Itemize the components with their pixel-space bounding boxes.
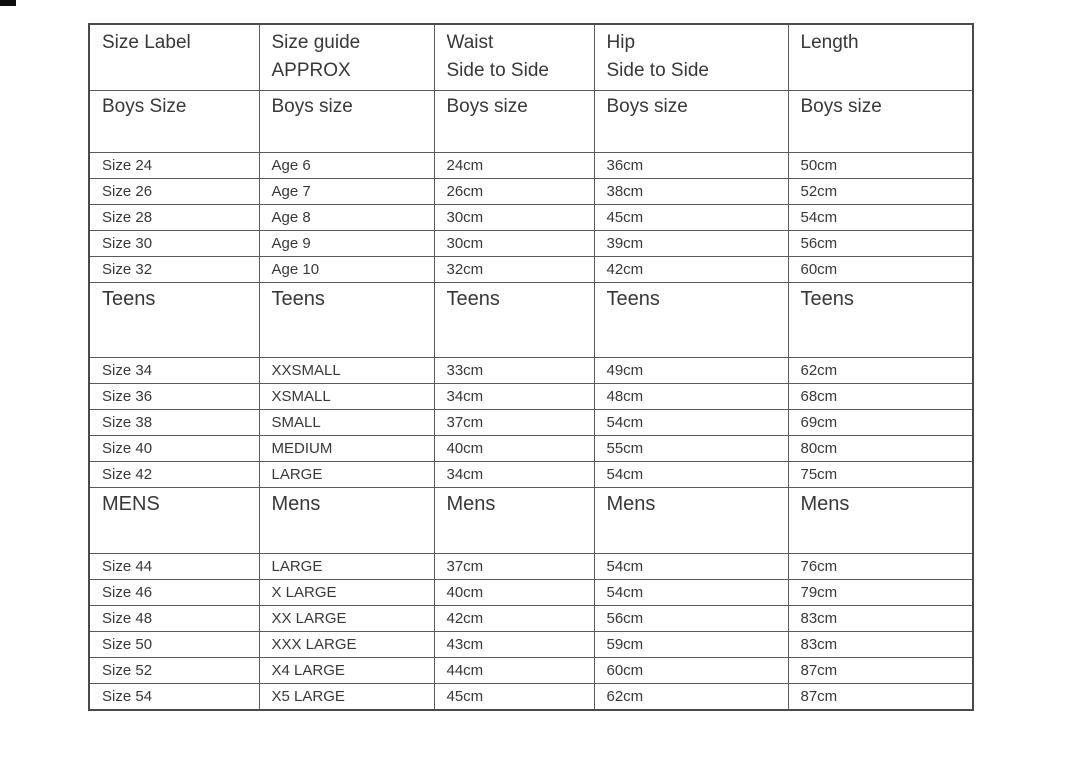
cell-text: XXSMALL xyxy=(271,361,341,379)
cell-text: 30cm xyxy=(446,208,484,226)
mens-row xyxy=(89,488,973,554)
cell-text: SMALL xyxy=(271,413,321,431)
cell-text: 69cm xyxy=(800,413,838,431)
table-cell xyxy=(434,283,594,358)
table-row xyxy=(89,358,973,384)
cell-text: APPROX xyxy=(271,60,351,81)
table-cell xyxy=(89,24,259,91)
table-cell xyxy=(434,91,594,153)
table-row xyxy=(89,658,973,684)
table-cell xyxy=(788,91,973,153)
table-cell xyxy=(788,153,973,179)
table-cell xyxy=(788,684,973,711)
table-cell xyxy=(594,488,788,554)
table-cell xyxy=(788,462,973,488)
cell-text: Size Label xyxy=(102,32,191,53)
table-cell xyxy=(259,24,434,91)
cell-text: Size 52 xyxy=(102,661,153,679)
table-cell xyxy=(89,462,259,488)
cell-text: 54cm xyxy=(606,465,644,483)
size-chart-body xyxy=(89,24,973,710)
table-cell xyxy=(434,24,594,91)
cell-text: X LARGE xyxy=(271,583,337,601)
table-cell xyxy=(89,283,259,358)
table-row xyxy=(89,462,973,488)
table-cell xyxy=(594,658,788,684)
table-cell xyxy=(788,580,973,606)
table-cell xyxy=(434,606,594,632)
cell-text: Size 42 xyxy=(102,465,153,483)
table-cell xyxy=(89,358,259,384)
cell-text: Size 28 xyxy=(102,208,153,226)
table-row xyxy=(89,606,973,632)
table-cell xyxy=(259,658,434,684)
cell-text: 60cm xyxy=(606,661,644,679)
table-cell xyxy=(89,91,259,153)
cell-text: Size 48 xyxy=(102,609,153,627)
table-cell xyxy=(434,580,594,606)
cell-text: 49cm xyxy=(606,361,644,379)
table-cell xyxy=(259,205,434,231)
cell-text: Size 32 xyxy=(102,260,153,278)
table-cell xyxy=(788,283,973,358)
table-cell xyxy=(594,384,788,410)
cell-text: 33cm xyxy=(446,361,484,379)
cell-text: 26cm xyxy=(446,182,484,200)
table-cell xyxy=(788,231,973,257)
cell-text: Teens xyxy=(800,288,854,310)
table-row xyxy=(89,384,973,410)
cell-text: 36cm xyxy=(606,156,644,174)
table-cell xyxy=(594,606,788,632)
table-cell xyxy=(259,580,434,606)
cell-text: Teens xyxy=(446,288,500,310)
cell-text: Size guide xyxy=(271,32,361,53)
table-cell xyxy=(594,257,788,283)
cell-text: Side to Side xyxy=(606,60,709,81)
table-cell xyxy=(434,462,594,488)
header-row xyxy=(89,24,973,91)
table-cell xyxy=(89,410,259,436)
table-cell xyxy=(788,410,973,436)
table-cell xyxy=(434,153,594,179)
table-row xyxy=(89,436,973,462)
table-cell xyxy=(434,231,594,257)
table-cell xyxy=(594,462,788,488)
table-row xyxy=(89,684,973,711)
cell-text: 38cm xyxy=(606,182,644,200)
table-cell xyxy=(259,257,434,283)
cell-text: Teens xyxy=(606,288,660,310)
table-cell xyxy=(434,358,594,384)
table-cell xyxy=(259,462,434,488)
table-cell xyxy=(259,384,434,410)
table-row xyxy=(89,554,973,580)
cell-text: Mens xyxy=(446,493,496,515)
table-cell xyxy=(594,554,788,580)
cell-text: Size 24 xyxy=(102,156,153,174)
table-cell xyxy=(259,488,434,554)
cell-text: Boys Size xyxy=(102,96,187,117)
cell-text: Waist xyxy=(446,32,494,53)
table-cell xyxy=(788,358,973,384)
cell-text: Mens xyxy=(271,493,321,515)
table-cell xyxy=(259,179,434,205)
cell-text: 75cm xyxy=(800,465,838,483)
table-cell xyxy=(788,658,973,684)
cell-text: 48cm xyxy=(606,387,644,405)
table-cell xyxy=(788,436,973,462)
cell-text: 30cm xyxy=(446,234,484,252)
table-cell xyxy=(259,436,434,462)
cell-text: 52cm xyxy=(800,182,838,200)
table-cell xyxy=(594,358,788,384)
table-cell xyxy=(594,24,788,91)
table-cell xyxy=(434,554,594,580)
cell-text: Size 38 xyxy=(102,413,153,431)
cell-text: 55cm xyxy=(606,439,644,457)
table-cell xyxy=(434,257,594,283)
cell-text: Size 34 xyxy=(102,361,153,379)
subheader-row xyxy=(89,91,973,153)
cell-text: XX LARGE xyxy=(271,609,347,627)
cell-text: LARGE xyxy=(271,465,323,483)
table-cell xyxy=(434,384,594,410)
size-chart-table xyxy=(88,23,974,711)
table-cell xyxy=(434,179,594,205)
table-row xyxy=(89,179,973,205)
cell-text: LARGE xyxy=(271,557,323,575)
cell-text: 83cm xyxy=(800,609,838,627)
table-cell xyxy=(89,257,259,283)
table-cell xyxy=(259,684,434,711)
table-cell xyxy=(788,632,973,658)
cell-text: 54cm xyxy=(606,583,644,601)
cell-text: Length xyxy=(800,32,859,53)
cell-text: 39cm xyxy=(606,234,644,252)
table-row xyxy=(89,153,973,179)
cell-text: Boys size xyxy=(446,96,528,117)
cell-text: 37cm xyxy=(446,413,484,431)
cell-text: 32cm xyxy=(446,260,484,278)
table-cell xyxy=(788,488,973,554)
cell-text: Boys size xyxy=(606,96,688,117)
table-row xyxy=(89,410,973,436)
table-row xyxy=(89,632,973,658)
table-cell xyxy=(89,436,259,462)
table-cell xyxy=(788,606,973,632)
table-cell xyxy=(594,632,788,658)
cell-text: Age 7 xyxy=(271,182,311,200)
table-cell xyxy=(434,632,594,658)
table-cell xyxy=(89,179,259,205)
cell-text: 50cm xyxy=(800,156,838,174)
scan-corner-mark xyxy=(0,0,16,6)
table-cell xyxy=(89,606,259,632)
table-row xyxy=(89,257,973,283)
table-cell xyxy=(594,580,788,606)
cell-text: 68cm xyxy=(800,387,838,405)
cell-text: 87cm xyxy=(800,687,838,705)
cell-text: Age 10 xyxy=(271,260,320,278)
table-cell xyxy=(89,153,259,179)
cell-text: 43cm xyxy=(446,635,484,653)
cell-text: 62cm xyxy=(606,687,644,705)
cell-text: Side to Side xyxy=(446,60,549,81)
table-cell xyxy=(434,410,594,436)
teens-row xyxy=(89,283,973,358)
table-cell xyxy=(89,205,259,231)
cell-text: 40cm xyxy=(446,583,484,601)
cell-text: Hip xyxy=(606,32,636,53)
cell-text: Age 8 xyxy=(271,208,311,226)
table-cell xyxy=(259,231,434,257)
table-cell xyxy=(594,684,788,711)
table-cell xyxy=(594,283,788,358)
cell-text: 34cm xyxy=(446,387,484,405)
cell-text: 83cm xyxy=(800,635,838,653)
table-cell xyxy=(434,488,594,554)
cell-text: 42cm xyxy=(446,609,484,627)
table-cell xyxy=(594,91,788,153)
table-cell xyxy=(89,658,259,684)
cell-text: Mens xyxy=(800,493,850,515)
table-cell xyxy=(259,632,434,658)
table-cell xyxy=(434,658,594,684)
cell-text: Age 9 xyxy=(271,234,311,252)
cell-text: Size 36 xyxy=(102,387,153,405)
table-cell xyxy=(259,554,434,580)
cell-text: 24cm xyxy=(446,156,484,174)
table-cell xyxy=(594,179,788,205)
table-cell xyxy=(788,257,973,283)
table-cell xyxy=(434,684,594,711)
table-cell xyxy=(788,179,973,205)
cell-text: 87cm xyxy=(800,661,838,679)
table-cell xyxy=(594,436,788,462)
cell-text: 54cm xyxy=(800,208,838,226)
cell-text: 54cm xyxy=(606,557,644,575)
table-cell xyxy=(434,205,594,231)
table-cell xyxy=(434,436,594,462)
cell-text: Age 6 xyxy=(271,156,311,174)
cell-text: 76cm xyxy=(800,557,838,575)
table-row xyxy=(89,580,973,606)
cell-text: 34cm xyxy=(446,465,484,483)
table-row xyxy=(89,231,973,257)
table-cell xyxy=(788,554,973,580)
cell-text: 44cm xyxy=(446,661,484,679)
cell-text: 37cm xyxy=(446,557,484,575)
table-cell xyxy=(89,231,259,257)
cell-text: 54cm xyxy=(606,413,644,431)
table-cell xyxy=(788,24,973,91)
cell-text: 56cm xyxy=(800,234,838,252)
cell-text: Size 46 xyxy=(102,583,153,601)
cell-text: 59cm xyxy=(606,635,644,653)
cell-text: 40cm xyxy=(446,439,484,457)
cell-text: Size 40 xyxy=(102,439,153,457)
cell-text: Size 50 xyxy=(102,635,153,653)
table-row xyxy=(89,205,973,231)
table-cell xyxy=(89,684,259,711)
cell-text: Mens xyxy=(606,493,656,515)
cell-text: Boys size xyxy=(800,96,882,117)
table-cell xyxy=(788,205,973,231)
cell-text: 80cm xyxy=(800,439,838,457)
cell-text: Teens xyxy=(102,288,156,310)
table-cell xyxy=(89,384,259,410)
cell-text: X4 LARGE xyxy=(271,661,345,679)
cell-text: 62cm xyxy=(800,361,838,379)
cell-text: XSMALL xyxy=(271,387,331,405)
table-cell xyxy=(259,358,434,384)
cell-text: Size 54 xyxy=(102,687,153,705)
table-cell xyxy=(89,554,259,580)
table-cell xyxy=(594,153,788,179)
table-cell xyxy=(89,488,259,554)
table-cell xyxy=(89,580,259,606)
cell-text: Size 44 xyxy=(102,557,153,575)
table-cell xyxy=(594,231,788,257)
table-cell xyxy=(259,153,434,179)
cell-text: Teens xyxy=(271,288,325,310)
table-cell xyxy=(594,205,788,231)
table-cell xyxy=(259,606,434,632)
table-cell xyxy=(259,91,434,153)
cell-text: XXX LARGE xyxy=(271,635,357,653)
cell-text: 60cm xyxy=(800,260,838,278)
table-cell xyxy=(89,632,259,658)
cell-text: Size 26 xyxy=(102,182,153,200)
cell-text: X5 LARGE xyxy=(271,687,345,705)
table-cell xyxy=(594,410,788,436)
table-cell xyxy=(259,410,434,436)
cell-text: 42cm xyxy=(606,260,644,278)
cell-text: MEDIUM xyxy=(271,439,333,457)
cell-text: Boys size xyxy=(271,96,353,117)
table-cell xyxy=(259,283,434,358)
table-cell xyxy=(788,384,973,410)
cell-text: 79cm xyxy=(800,583,838,601)
cell-text: MENS xyxy=(102,493,160,515)
cell-text: 56cm xyxy=(606,609,644,627)
cell-text: 45cm xyxy=(606,208,644,226)
cell-text: Size 30 xyxy=(102,234,153,252)
cell-text: 45cm xyxy=(446,687,484,705)
